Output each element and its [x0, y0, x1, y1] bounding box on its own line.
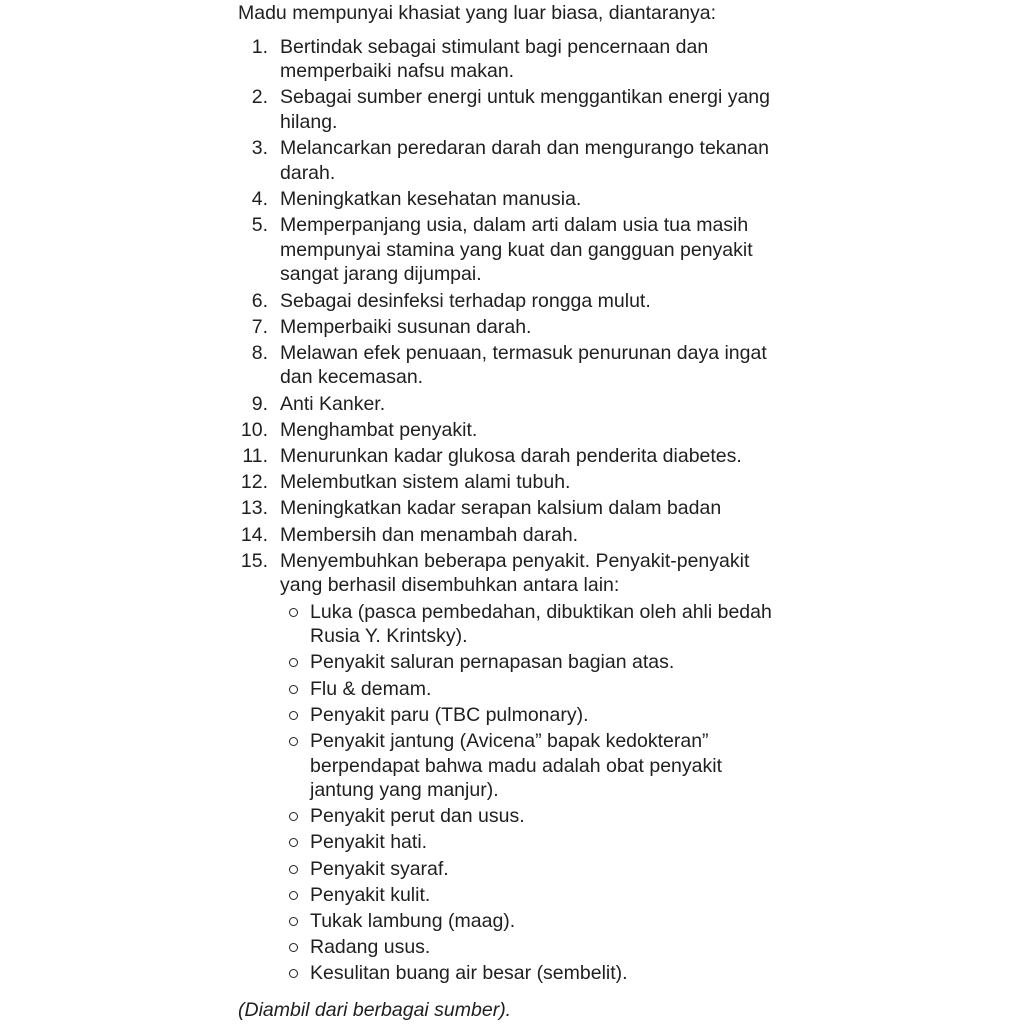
list-item [238, 496, 790, 521]
sub-list-item [289, 729, 790, 803]
sub-list-item [289, 703, 790, 728]
list-item [238, 289, 790, 314]
list-item-text [280, 315, 790, 340]
sub-list-item-text: Luka (pasca pembedahan, dibuktikan oleh ahli bedah Rusia Y. Krintsky). [310, 600, 772, 648]
sub-list-item [289, 650, 790, 675]
list-item-text-content: Sebagai desinfeksi terhadap rongga mulut. [280, 289, 651, 312]
list-item-text-content: Melancarkan peredaran darah dan mengurango tekanan darah. [280, 137, 769, 184]
sub-list-item-text: Penyakit saluran pernapasan bagian atas. [310, 651, 675, 674]
list-item-text [280, 444, 790, 469]
list-item-number: 13. [240, 497, 268, 520]
list-item-text-content: Memperpanjang usia, dalam arti dalam usia tua masih mempunyai stamina yang kuat dan gangguan penyakit sangat jarang dijumpai. [280, 214, 753, 286]
sub-list-item [289, 857, 790, 882]
list-item-number: 1. [251, 35, 268, 58]
source-note: (Diambil dari berbagai sumber). [238, 999, 512, 1021]
circle-bullet-icon [289, 711, 298, 720]
list-item-text [280, 35, 790, 84]
sub-list-item [289, 830, 790, 855]
sub-list-item [289, 961, 790, 986]
list-item-number: 7. [251, 315, 268, 338]
circle-bullet-icon [289, 917, 298, 926]
list-item [238, 523, 790, 548]
list-item-number: 11. [242, 445, 268, 468]
sub-list-item-text: Penyakit jantung (Avicena” bapak kedokteran” berpendapat bahwa madu adalah obat penyakit jantung yang manjur). [310, 729, 722, 802]
list-item-text-content: Menghambat penyakit. [280, 418, 478, 441]
list-item [238, 470, 790, 495]
circle-bullet-icon [289, 608, 298, 617]
list-item [238, 549, 790, 986]
sub-list-item [289, 804, 790, 829]
sub-list-item-text: Penyakit kulit. [310, 883, 431, 906]
circle-bullet-icon [289, 812, 298, 821]
circle-bullet-icon [289, 865, 298, 874]
circle-bullet-icon [289, 891, 298, 900]
sub-list-item-text: Penyakit paru (TBC pulmonary). [310, 703, 589, 726]
list-item [238, 341, 790, 390]
list-item-text [280, 136, 790, 185]
sub-list-item-text: Kesulitan buang air besar (sembelit). [310, 962, 628, 985]
sub-list-item-text: Flu & demam. [310, 677, 432, 700]
list-item [238, 35, 790, 84]
list-item-text [280, 392, 790, 417]
list-item-number: 14. [240, 523, 268, 546]
circle-bullet-icon [289, 838, 298, 847]
sub-list-item [289, 909, 790, 934]
list-item-number: 2. [251, 86, 268, 109]
list-item-number: 6. [251, 289, 268, 312]
sub-list-item [289, 677, 790, 702]
sub-list-item-text: Penyakit perut dan usus. [310, 805, 525, 828]
list-item-number: 5. [251, 214, 268, 237]
list-item-text-content: Meningkatkan kadar serapan kalsium dalam badan [280, 497, 722, 520]
list-item-text [280, 85, 790, 134]
list-item-text-content: Bertindak sebagai stimulant bagi pencernaan dan memperbaiki nafsu makan. [280, 35, 709, 83]
list-item-number: 3. [251, 137, 268, 160]
list-item-text-content: Memperbaiki susunan darah. [280, 315, 532, 338]
circle-bullet-icon [289, 737, 298, 746]
list-item-text [280, 496, 790, 521]
list-item-text [280, 549, 790, 986]
list-item-number: 9. [251, 392, 268, 415]
sub-list-item [289, 600, 790, 649]
list-item-number: 8. [251, 341, 268, 364]
document-content [238, 1, 790, 1023]
circle-bullet-icon [289, 685, 298, 694]
list-item-number: 4. [251, 187, 268, 210]
list-item [238, 187, 790, 212]
circle-bullet-icon [289, 969, 298, 978]
list-item [238, 213, 790, 287]
list-item [238, 85, 790, 134]
list-item-text-content: Menyembuhkan beberapa penyakit. Penyakit-penyakit yang berhasil disembuhkan antara lain: [280, 549, 750, 597]
intro-line: Madu mempunyai khasiat yang luar biasa, diantaranya: [238, 2, 717, 24]
list-item-text-content: Melawan efek penuaan, termasuk penurunan daya ingat dan kecemasan. [280, 341, 767, 389]
circle-bullet-icon [289, 658, 298, 667]
list-item-text [280, 523, 790, 548]
sub-list-item [289, 883, 790, 908]
benefits-list [238, 35, 790, 986]
list-item-text-content: Membersih dan menambah darah. [280, 523, 579, 546]
list-item-text-content: Meningkatkan kesehatan manusia. [280, 187, 582, 210]
list-item [238, 392, 790, 417]
sub-list-item-text: Penyakit syaraf. [310, 857, 449, 880]
list-item-text-content: Menurunkan kadar glukosa darah penderita diabetes. [280, 445, 742, 468]
cured-diseases-list [280, 600, 790, 986]
list-item-text [280, 341, 790, 390]
sub-list-item [289, 935, 790, 960]
list-item-text-content: Melembutkan sistem alami tubuh. [280, 471, 571, 494]
list-item-text [280, 187, 790, 212]
list-item [238, 315, 790, 340]
list-item-text-content: Sebagai sumber energi untuk menggantikan energi yang hilang. [280, 86, 770, 133]
list-item [238, 136, 790, 185]
list-item-text-content: Anti Kanker. [280, 392, 386, 415]
list-item-text [280, 213, 790, 287]
list-item-number: 12. [240, 471, 268, 494]
circle-bullet-icon [289, 943, 298, 952]
sub-list-item-text: Penyakit hati. [310, 831, 428, 854]
list-item-text [280, 289, 790, 314]
list-item-text [280, 418, 790, 443]
list-item [238, 418, 790, 443]
list-item-number: 10. [240, 418, 268, 441]
sub-list-item-text: Tukak lambung (maag). [310, 910, 516, 933]
list-item-text [280, 470, 790, 495]
list-item-number: 15. [240, 549, 268, 572]
list-item [238, 444, 790, 469]
sub-list-item-text: Radang usus. [310, 936, 431, 959]
